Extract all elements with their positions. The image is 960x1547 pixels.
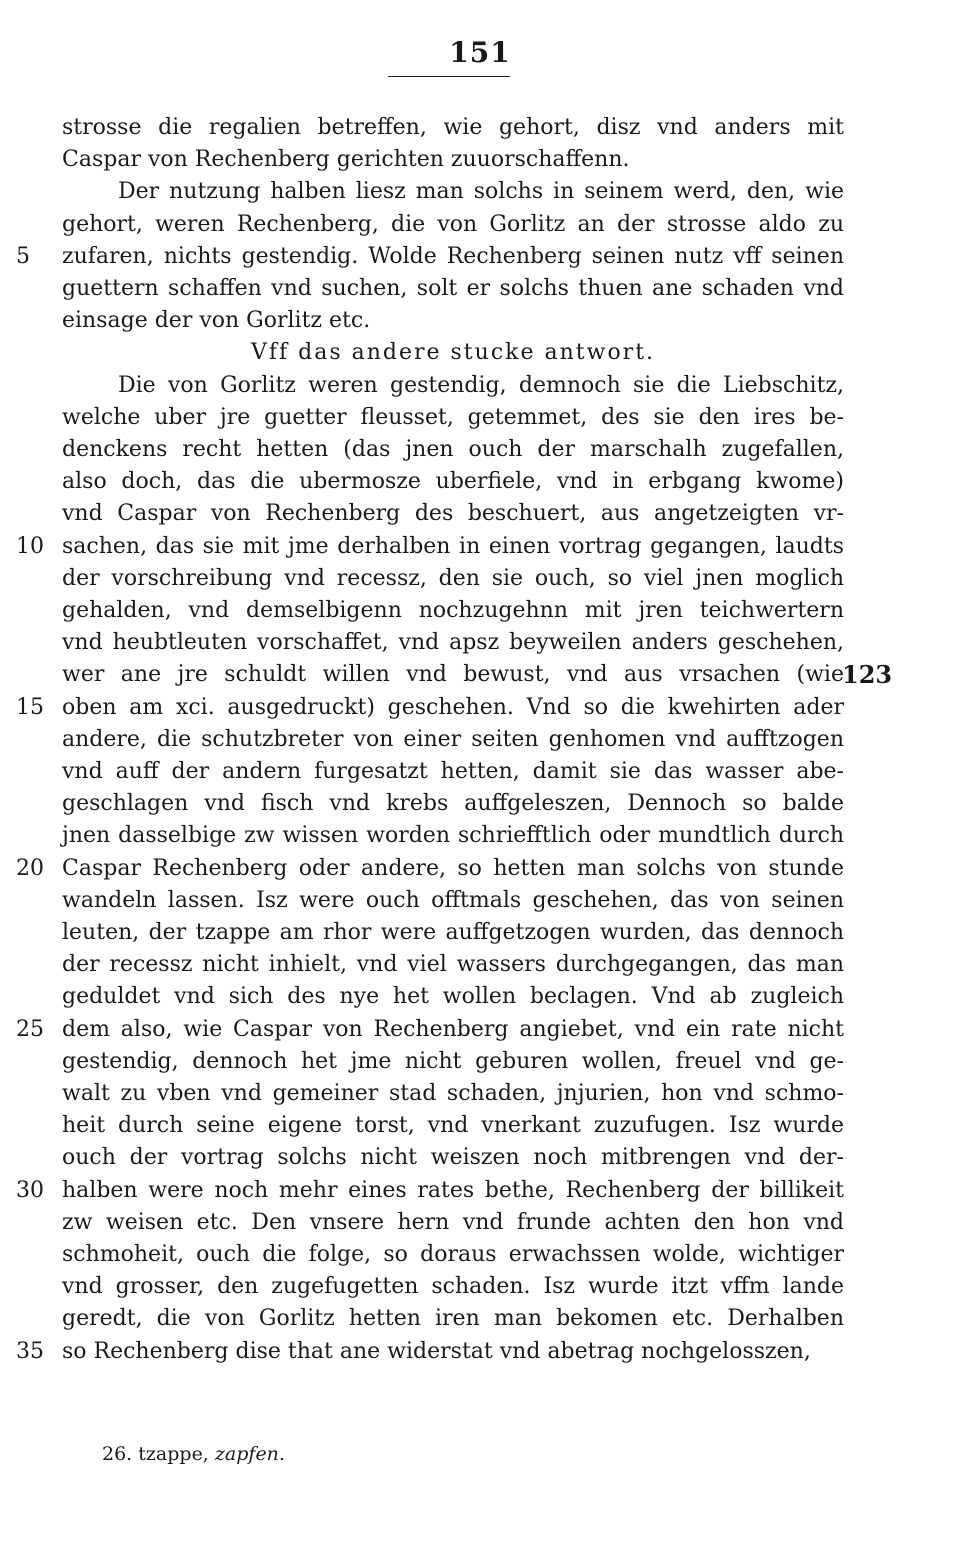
footnote-lemma: tzappe, [138,1443,209,1465]
text-line: halben were noch mehr eines rates bethe, Rechenberg der billikeit [62,1178,844,1203]
text-line: strosse die regalien betreffen, wie gehort, disz vnd anders mit [62,115,844,140]
text-line: geduldet vnd sich des nye het wollen beclagen. Vnd ab zugleich [62,984,844,1009]
line-number: 25 [16,1017,44,1042]
text-line: heit durch seine eigene torst, vnd vnerkant zuzufugen. Isz wurde [62,1113,844,1138]
text-line: denckens recht hetten (das jnen ouch der marschalh zugefallen, [62,437,844,462]
text-line: Die von Gorlitz weren gestendig, demnoch sie die Liebschitz, [118,373,844,398]
text-line: oben am xci. ausgedruckt) geschehen. Vnd so die kwehirten ader [62,695,844,720]
text-line: jnen dasselbige zw wissen worden schriefftlich oder mundtlich durch [62,823,844,848]
header-rule [388,76,510,77]
text-line: walt zu vben vnd gemeiner stad schaden, jnjurien, hon vnd schmo- [62,1081,844,1106]
text-line: zufaren, nichts gestendig. Wolde Rechenberg seinen nutz vff seinen [62,244,844,269]
text-line: zw weisen etc. Den vnsere hern vnd frunde achten den hon vnd [62,1210,844,1235]
text-line: ouch der vortrag solchs nicht weiszen noch mitbrengen vnd der- [62,1145,844,1170]
section-heading: Vff das andere stucke antwort. [250,340,656,365]
text-line: Caspar Rechenberg oder andere, so hetten man solchs von stunde [62,856,844,881]
text-line: gehort, weren Rechenberg, die von Gorlitz an der strosse aldo zu [62,212,844,237]
line-number: 15 [16,695,44,720]
text-line: Der nutzung halben liesz man solchs in seinem werd, den, wie [118,179,844,204]
text-line: geschlagen vnd fisch vnd krebs auffgeleszen, Dennoch so balde [62,791,844,816]
page-number: 151 [449,36,511,69]
text-line: leuten, der tzappe am rhor were auffgetzogen wurden, das dennoch [62,920,844,945]
line-number: 35 [16,1339,44,1364]
text-line: Caspar von Rechenberg gerichten zuuorschaffenn. [62,147,630,172]
text-line: einsage der von Gorlitz etc. [62,308,371,333]
text-line: vnd heubtleuten vorschaffet, vnd apsz beyweilen anders geschehen, [62,630,844,655]
text-line: also doch, das die ubermosze uberfiele, vnd in erbgang kwome) [62,469,844,494]
text-line: andere, die schutzbreter von einer seiten genhomen vnd aufftzogen [62,727,844,752]
text-line: wandeln lassen. Isz were ouch offtmals geschehen, das von seinen [62,888,844,913]
line-number: 10 [16,534,44,559]
text-line: schmoheit, ouch die folge, so doraus erwachssen wolde, wichtiger [62,1242,844,1267]
text-line: guettern schaffen vnd suchen, solt er solchs thuen ane schaden vnd [62,276,844,301]
text-line: so Rechenberg dise that ane widerstat vnd abetrag nochgelosszen, [62,1339,811,1364]
footnote-line-ref: 26. [102,1443,133,1465]
footnote [102,1441,285,1467]
text-line: gestendig, dennoch het jme nicht geburen wollen, freuel vnd ge- [62,1049,844,1074]
text-line: gehalden, vnd demselbigenn nochzugehnn mit jren teichwertern [62,598,844,623]
text-line: der vorschreibung vnd recessz, den sie ouch, so viel jnen moglich [62,566,844,591]
line-number: 5 [16,244,30,269]
line-number: 20 [16,856,44,881]
footnote-gloss: zapfen. [214,1443,285,1465]
text-line: der recessz nicht inhielt, vnd viel wassers durchgegangen, das man [62,952,844,977]
text-line: welche uber jre guetter fleusset, getemmet, des sie den ires be- [62,405,844,430]
text-line: dem also, wie Caspar von Rechenberg angiebet, vnd ein rate nicht [62,1017,844,1042]
text-line: wer ane jre schuldt willen vnd bewust, vnd aus vrsachen (wie [62,662,844,687]
text-line: vnd Caspar von Rechenberg des beschuert, aus angetzeigten vr- [62,501,844,526]
margin-reference: 123 [842,660,893,689]
text-line: vnd auff der andern furgesatzt hetten, damit sie das wasser abe- [62,759,844,784]
text-line: sachen, das sie mit jme derhalben in einen vortrag gegangen, laudts [62,534,844,559]
line-number: 30 [16,1178,44,1203]
text-line: vnd grosser, den zugefugetten schaden. Isz wurde itzt vffm lande [62,1274,844,1299]
text-line: geredt, die von Gorlitz hetten iren man bekomen etc. Derhalben [62,1306,844,1331]
